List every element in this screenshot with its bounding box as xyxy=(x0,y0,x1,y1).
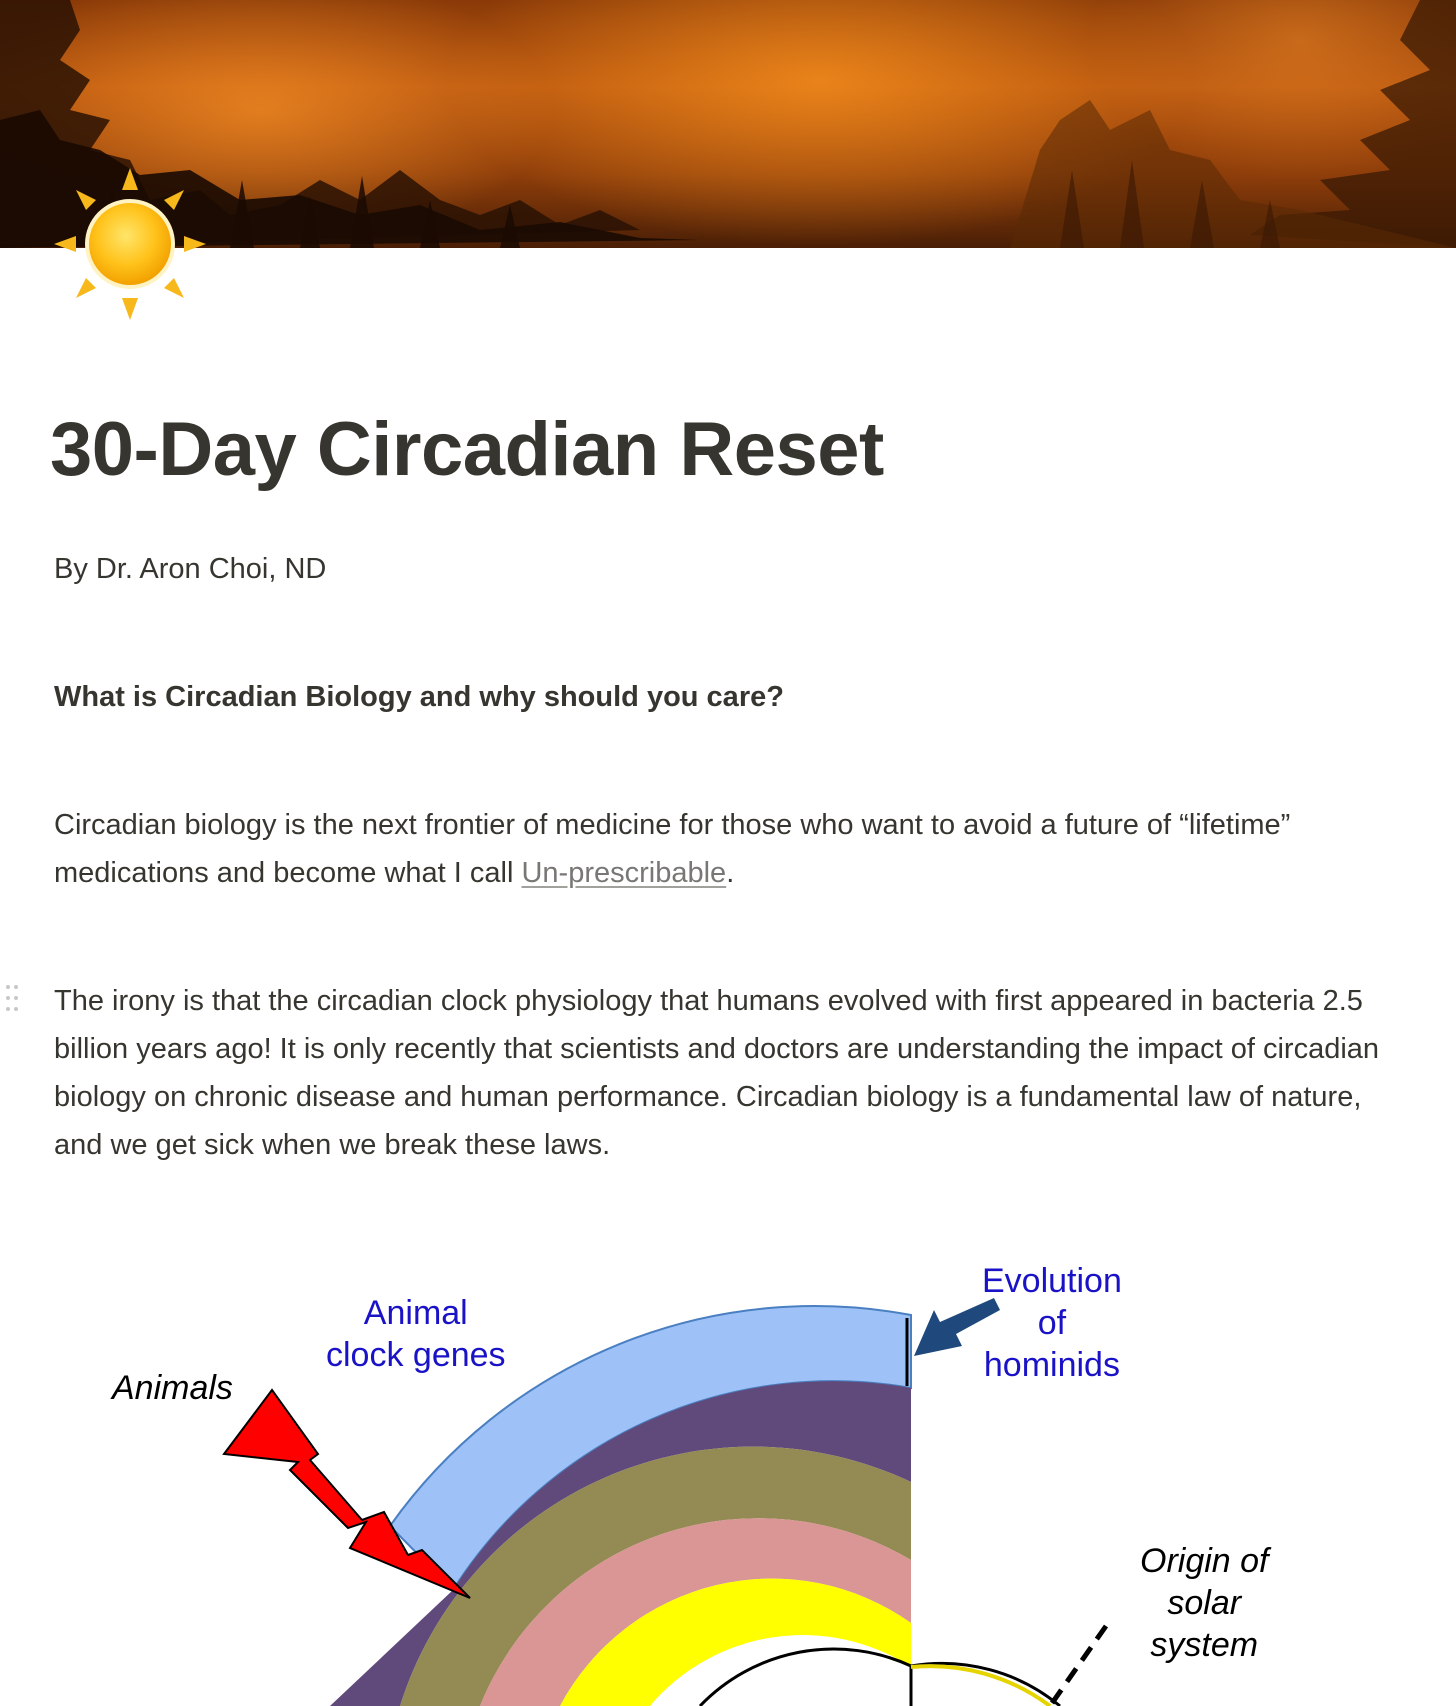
paragraph-intro-text: Circadian biology is the next frontier of medicine for those who want to avoid a future of “lifetime” medications and become what I call xyxy=(54,809,1291,889)
cover-image[interactable] xyxy=(0,0,1456,248)
label-animals xyxy=(112,1367,233,1409)
label-origin-line2: solar xyxy=(1167,1584,1242,1622)
label-evolution-line3: hominids xyxy=(983,1346,1120,1384)
author-line[interactable]: By Dr. Aron Choi, ND xyxy=(54,553,327,585)
label-evolution-line2: of xyxy=(1037,1304,1067,1342)
label-animal-clock-genes-line1: Animal xyxy=(363,1294,468,1332)
page-title[interactable]: 30-Day Circadian Reset xyxy=(50,407,884,492)
section-heading[interactable]: What is Circadian Biology and why should you care? xyxy=(54,681,784,713)
paragraph-intro-end: . xyxy=(726,857,735,889)
label-origin-line1: Origin of xyxy=(1140,1542,1269,1580)
label-animals-text: Animals xyxy=(112,1369,233,1407)
circadian-evolution-image[interactable] xyxy=(0,1240,1456,1706)
block-drag-handle-icon[interactable] xyxy=(4,983,22,1015)
label-evolution-hominids xyxy=(982,1260,1122,1386)
label-animal-clock-genes-line2: clock genes xyxy=(326,1336,506,1374)
paragraph-irony[interactable]: The irony is that the circadian clock physiology that humans evolved with first appeared in bacteria 2.5 billion years ago! It is only recently that scientists and doctors are understanding the impact of circadian biology on chronic disease and human performance. Circadian biology is a fundamental law of nature, and we get sick when we break these laws. xyxy=(54,985,1380,1161)
sun-icon[interactable] xyxy=(52,166,208,322)
label-animal-clock-genes xyxy=(326,1292,506,1376)
sun-icon-graphic xyxy=(52,166,208,322)
unprescribable-link[interactable]: Un-prescribable xyxy=(521,857,727,889)
label-origin-line3: system xyxy=(1150,1626,1259,1664)
label-origin-solar-system xyxy=(1140,1540,1269,1666)
paragraph-intro[interactable] xyxy=(54,801,1414,897)
label-evolution-line1: Evolution xyxy=(982,1262,1122,1300)
forest-silhouette xyxy=(0,0,1456,248)
